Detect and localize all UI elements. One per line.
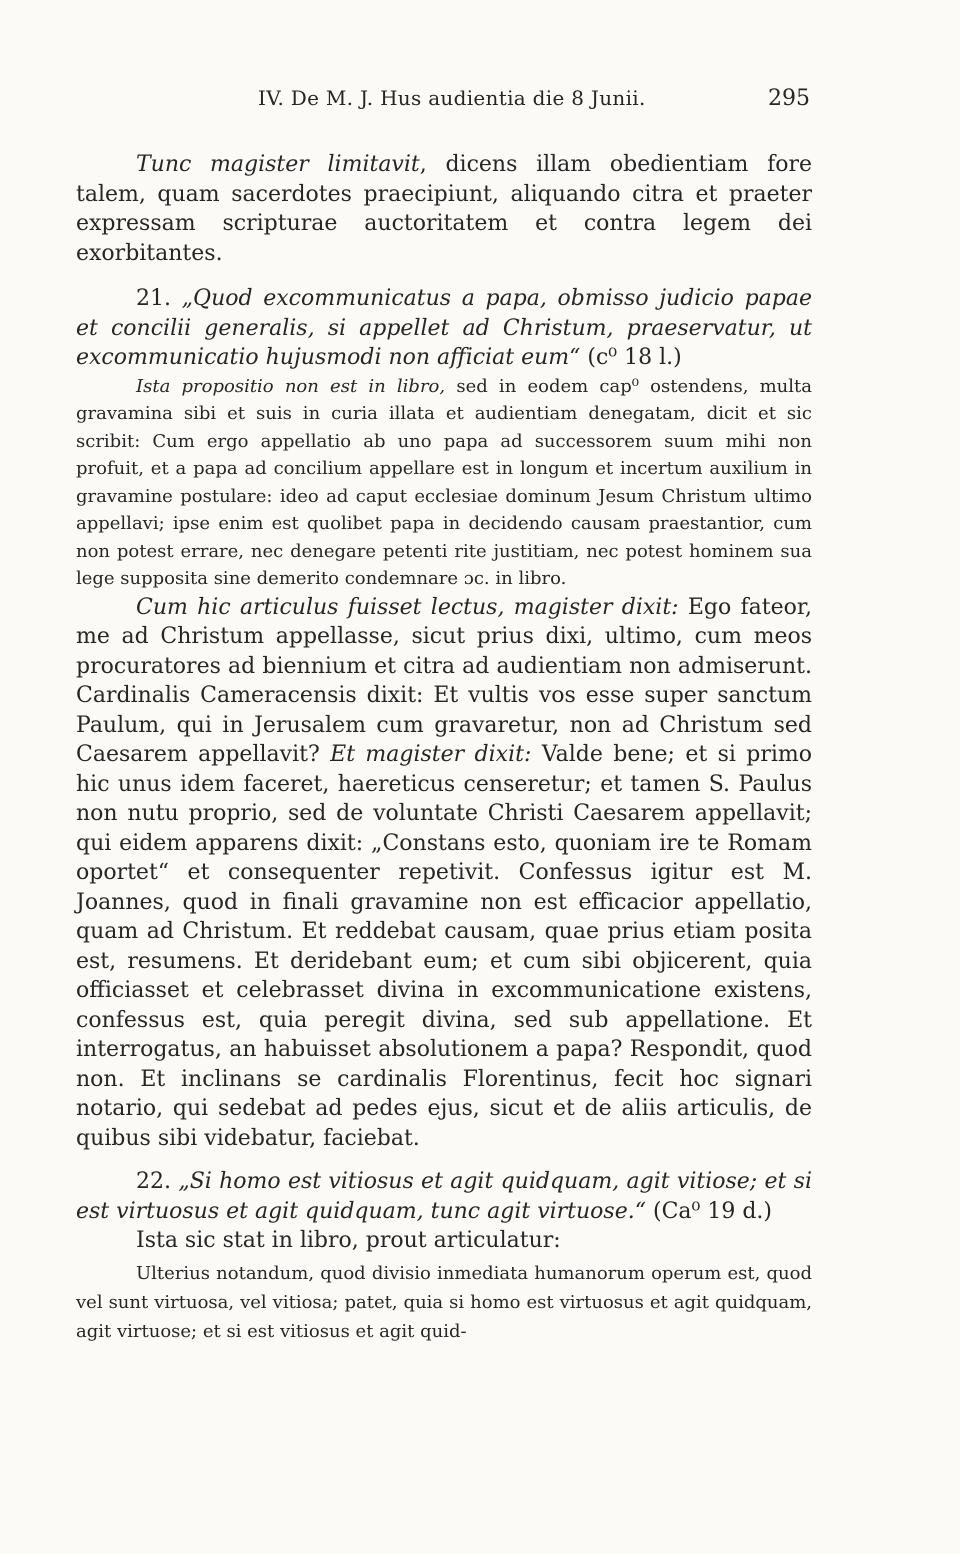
paragraph-cum-hic-articulus: [76, 593, 812, 1154]
running-title: IV. De M. J. Hus audientia die 8 Junii.: [258, 86, 646, 110]
article-quote: „Quod excommunicatus a papa, obmisso judicio papae et concilii generalis, si appellet ad Christum, praeservatur, ut excommunicatio hujusmodi non afficiat eum“: [76, 286, 812, 370]
article-number: 22.: [136, 1169, 171, 1194]
article-reference: (c⁰ 18 l.): [587, 345, 682, 370]
paragraph-text: sed in eodem cap⁰ ostendens, multa gravamina sibi et suis in curia illata et audientiam denegatam, dicit et sic scribit: Cum ergo appellatio ab uno papa ad successorem suum mihi non profuit, et a papa ad concilium appellare est in longum et incertum auxilium in gravamine postulare: ideo ad caput ecclesiae dominum Jesum Christum ultimo appellavi; ipse enim est quolibet papa in decidendo causam praestantior, cum non potest errare, nec denegare petenti rite justitiam, nec potest hominem sua lege supposita sine demerito condemnare ɔc. in libro.: [76, 375, 812, 589]
italic-phrase: Ista propositio non est in libro,: [136, 375, 446, 397]
paragraph-ulterius-notandum: [76, 1259, 812, 1346]
article-number: 21.: [136, 286, 171, 311]
page-body: [76, 150, 812, 1346]
italic-phrase: Tunc magister limitavit: [136, 152, 420, 177]
page-number: 295: [768, 86, 810, 111]
paragraph-text: , dicens illam obedientiam fore talem, quam sacerdotes praecipiunt, aliquando citra et praeter expressam scripturae auctoritatem et contra legem dei exorbitantes.: [76, 152, 812, 266]
page-header: [258, 86, 810, 116]
paragraph-text: Ego fateor, me ad Christum appellasse, sicut prius dixi, ultimo, cum meos procuratores ad biennium et citra ad audientiam non admiserunt. Cardinalis Cameracensis dixit: Et vultis vos esse super sanctum Paulum, qui in Jerusalem cum gravaretur, non ad Christum sed Caesarem appellavit?: [76, 594, 812, 767]
paragraph-ista-propositio: [76, 373, 812, 593]
paragraph-ista-sic-stat: [76, 1226, 812, 1256]
italic-phrase: Cum hic articulus fuisset lectus, magister dixit:: [136, 594, 679, 620]
article-22: [76, 1167, 812, 1226]
article-quote: „Si homo est vitiosus et agit quidquam, agit vitiose; et si est virtuosus et agit quidquam, tunc agit virtuose.“: [76, 1169, 812, 1224]
paragraph-text: Ista sic stat in libro, prout articulatur:: [136, 1228, 561, 1253]
paragraph-text: Valde bene; et si primo hic unus idem faceret, haereticus censeretur; et tamen S. Paulus non nutu proprio, sed de voluntate Christi Caesarem appellavit; qui eidem apparens dixit: „Constans esto, quoniam ire te Romam oportet“ et consequenter repetivit. Confessus igitur est M. Joannes, quod in finali gravamine non est efficacior appellatio, quam ad Christum. Et reddebat causam, quae prius etiam posita est, resumens. Et deridebant eum; et cum sibi objicerent, quia officiasset et celebrasset divina in excommunicatione existens, confessus est, quia peregit divina, sed sub appellatione. Et interrogatus, an habuisset absolutionem a papa? Respondit, quod non. Et inclinans se cardinalis Florentinus, fecit hoc signari notario, qui sedebat ad pedes ejus, sicut et de aliis articulis, de quibus sibi videbatur, faciebat.: [76, 742, 813, 1151]
article-reference: (Ca⁰ 19 d.): [652, 1198, 772, 1224]
paragraph-magister-limitavit: [76, 150, 812, 268]
article-21: [76, 284, 812, 373]
italic-phrase: Et magister dixit:: [330, 742, 532, 767]
paragraph-text: Ulterius notandum, quod divisio inmediata humanorum operum est, quod vel sunt virtuosa, vel vitiosa; patet, quia si homo est virtuosus et agit quidquam, agit virtuose; et si est vitiosus et agit quid-: [76, 1262, 812, 1342]
